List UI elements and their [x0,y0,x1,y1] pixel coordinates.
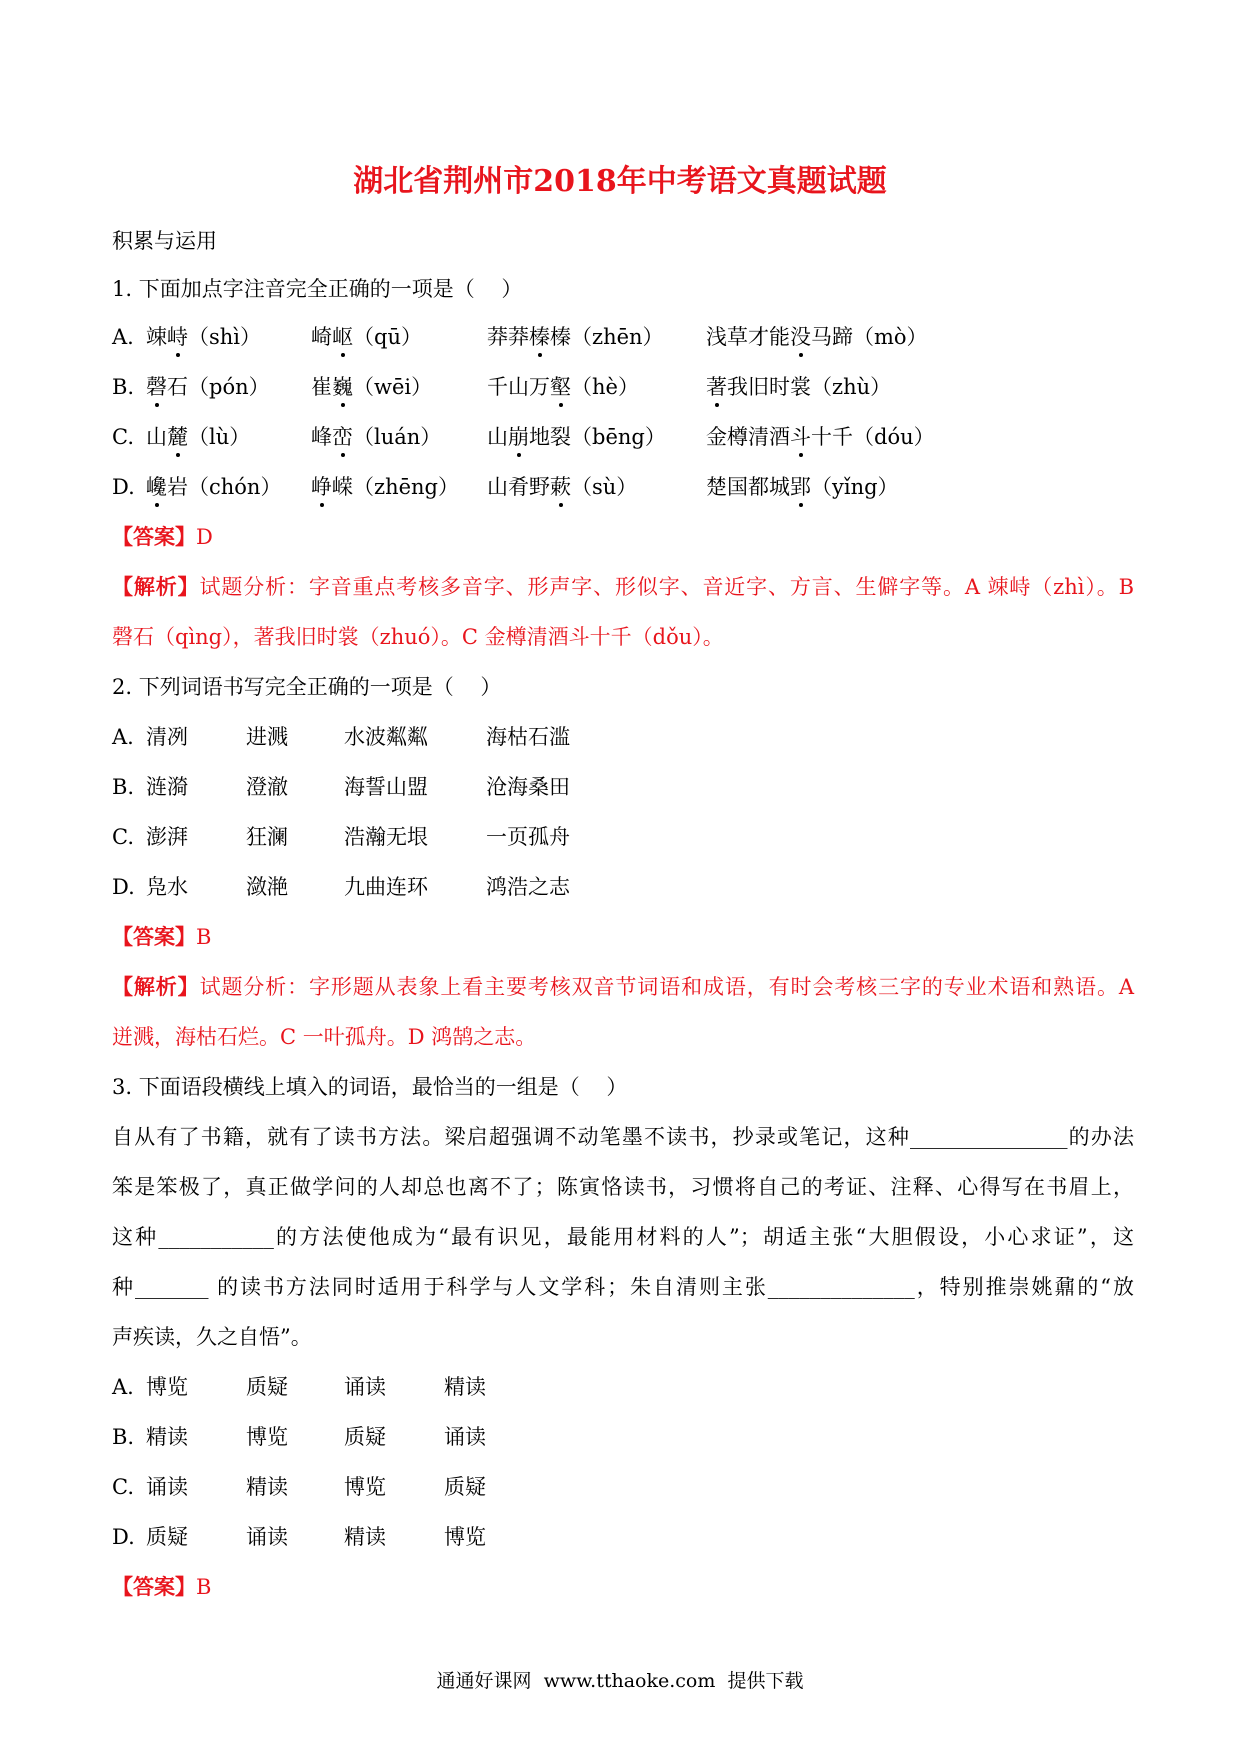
option-letter: B. [112,1425,135,1449]
option-d [112,1512,1134,1562]
pinyin-annotation: （qū） [353,325,422,349]
option-term: 潋滟 [246,875,288,899]
emphasized-character: 峙 [167,325,188,349]
analysis-label: 【解析】 [112,974,200,999]
option-letter: B. [112,375,135,399]
option-term: 进溅 [246,725,288,749]
option-term [146,312,261,362]
emphasized-character: 榛 [529,325,550,349]
question-stem-3: 3. 下面语段横线上填入的词语，最恰当的一组是（ ） [112,1075,628,1099]
term-text: 我旧时裳 [727,375,811,399]
option-term: 精读 [344,1525,386,1549]
pinyin-annotation: （mò） [853,325,928,349]
option-term: 诵读 [146,1475,188,1499]
option-a [112,312,1134,362]
emphasized-character: 巉 [146,475,167,499]
exam-content [112,216,1134,1612]
option-letter: C. [112,425,134,449]
answer-label: 【答案】 [112,924,196,949]
pinyin-annotation: （sù） [571,475,638,499]
option-term: 清冽 [146,725,188,749]
question-1-options [112,312,1134,512]
option-term [311,362,432,412]
option-term: 凫水 [146,875,188,899]
option-term [311,312,422,362]
option-a [112,1362,1134,1412]
emphasized-character: 著 [706,375,727,399]
option-term: 诵读 [444,1425,486,1449]
option-term: 诵读 [246,1525,288,1549]
term-text: 莽莽 [487,325,529,349]
pinyin-annotation: （dóu） [853,425,935,449]
option-letter: C. [112,825,134,849]
term-text: 崔 [311,375,332,399]
analysis-label: 【解析】 [112,574,200,599]
passage-line: 自从有了书籍，就有了读书方法。梁启超强调不动笔墨不读书，抄录或笔记，这种_______________的办法 [112,1125,1134,1149]
pinyin-annotation: （yǐng） [811,475,899,499]
pinyin-annotation: （bēng） [571,425,666,449]
pinyin-annotation: （luán） [353,425,442,449]
emphasized-character: 郢 [790,475,811,499]
emphasized-character: 壑 [550,375,571,399]
emphasized-character: 崩 [508,425,529,449]
option-term [706,312,928,362]
term-text: 金樽清酒 [706,425,790,449]
emphasized-character: 麓 [167,425,188,449]
emphasized-character: 岖 [332,325,353,349]
option-letter: C. [112,1475,134,1499]
passage-line: 声疾读，久之自悟”。 [112,1325,312,1349]
option-letter: D. [112,875,135,899]
analysis-text: 试题分析：字音重点考核多音字、形声字、形似字、音近字、方言、生僻字等。A 竦峙（zhì）。B [199,575,1135,599]
question-3-options [112,1362,1134,1562]
emphasized-character: 峥 [311,475,332,499]
option-term: 博览 [344,1475,386,1499]
option-term: 涟漪 [146,775,188,799]
option-term: 精读 [444,1375,486,1399]
pinyin-annotation: （wēi） [353,375,433,399]
option-b [112,1412,1134,1462]
analysis-line-1a [112,562,1134,612]
footer-source: 通通好课网 www.tthaoke.com 提供下载 [436,1670,804,1692]
option-term [706,462,899,512]
option-term [487,312,664,362]
answer-label: 【答案】 [112,524,196,549]
passage-line: 种_______ 的读书方法同时适用于科学与人文学科；朱自清则主张______________，特别推崇姚鼐的“放 [112,1275,1134,1299]
option-term: 精读 [146,1425,188,1449]
option-term: 质疑 [344,1425,386,1449]
option-term [311,462,459,512]
term-text: 嵘 [332,475,353,499]
passage-line: 笨是笨极了，真正做学问的人却总也离不了；陈寅恪读书，习惯将自己的考证、注释、心得写在书眉上， [112,1175,1134,1199]
term-text: 崎 [311,325,332,349]
option-letter: A. [112,1375,134,1399]
option-term: 澎湃 [146,825,188,849]
option-term: 鸿浩之志 [486,875,570,899]
page-title: 湖北省荆州市2018年中考语文真题试题 [353,164,887,199]
term-text: 石 [167,375,188,399]
option-term [487,362,639,412]
question-stem-2: 2. 下列词语书写完全正确的一项是（ ） [112,675,502,699]
option-term: 博览 [146,1375,188,1399]
term-text: 浅草才能 [706,325,790,349]
answer-line-2 [112,912,1134,962]
pinyin-annotation: （shì） [188,325,262,349]
section-heading: 积累与运用 [112,229,217,253]
answer-line-3 [112,1562,1134,1612]
option-term: 澄澈 [246,775,288,799]
option-term: 一页孤舟 [486,825,570,849]
option-term [146,412,250,462]
option-term [146,362,270,412]
term-text: 十千 [811,425,853,449]
answer-label: 【答案】 [112,1574,196,1599]
option-term [487,412,666,462]
option-c [112,412,1134,462]
option-term: 九曲连环 [344,875,428,899]
analysis-text: 磬石（qìng），著我旧时裳（zhuó）。C 金樽清酒斗十千（dǒu）。 [112,625,724,649]
answer-line-1 [112,512,1134,562]
term-text: 地裂 [529,425,571,449]
option-b [112,762,1134,812]
option-term: 狂澜 [246,825,288,849]
term-text: 岩 [167,475,188,499]
option-term [311,412,441,462]
question-stem-1: 1. 下面加点字注音完全正确的一项是（ ） [112,277,523,301]
analysis-line-2b [112,1012,1134,1062]
term-text: 山 [146,425,167,449]
option-letter: B. [112,775,135,799]
option-term: 博览 [246,1425,288,1449]
answer-value: B [196,1575,212,1599]
term-text: 马蹄 [811,325,853,349]
emphasized-character: 斗 [790,425,811,449]
pinyin-annotation: （hè） [571,375,639,399]
option-letter: D. [112,1525,135,1549]
option-c [112,812,1134,862]
emphasized-character: 巍 [332,375,353,399]
pinyin-annotation: （zhù） [811,375,892,399]
passage-line: 这种___________的方法使他成为“最有识见，最能用材料的人”；胡适主张“大胆假设，小心求证”，这 [112,1225,1134,1249]
pinyin-annotation: （lù） [188,425,251,449]
option-letter: A. [112,725,134,749]
option-term: 水波粼粼 [344,725,428,749]
option-letter: A. [112,325,134,349]
answer-value: D [196,525,213,549]
option-term [706,362,891,412]
option-term: 浩瀚无垠 [344,825,428,849]
emphasized-character: 磬 [146,375,167,399]
pinyin-annotation: （zhēn） [571,325,664,349]
option-letter: D. [112,475,135,499]
term-text: 千山万 [487,375,550,399]
term-text: 山肴野 [487,475,550,499]
emphasized-character: 蔌 [550,475,571,499]
option-d [112,862,1134,912]
term-text: 榛 [550,325,571,349]
term-text: 山 [487,425,508,449]
option-term: 精读 [246,1475,288,1499]
pinyin-annotation: （zhēng） [353,475,459,499]
term-text: 竦 [146,325,167,349]
analysis-line-2a [112,962,1134,1012]
analysis-text: 迸溅，海枯石烂。C 一叶孤舟。D 鸿鹄之志。 [112,1025,537,1049]
analysis-line-1b [112,612,1134,662]
option-d [112,462,1134,512]
term-text: 楚国都城 [706,475,790,499]
answer-value: B [196,925,212,949]
option-c [112,1462,1134,1512]
option-term: 诵读 [344,1375,386,1399]
option-b [112,362,1134,412]
emphasized-character: 没 [790,325,811,349]
option-term [146,462,281,512]
question-2-options [112,712,1134,912]
option-term: 质疑 [146,1525,188,1549]
option-term: 沧海桑田 [486,775,570,799]
option-term [706,412,935,462]
analysis-text: 试题分析：字形题从表象上看主要考核双音节词语和成语，有时会考核三字的专业术语和熟语。A [199,975,1135,999]
pinyin-annotation: （pón） [188,375,270,399]
emphasized-character: 峦 [332,425,353,449]
pinyin-annotation: （chón） [188,475,282,499]
option-term: 海誓山盟 [344,775,428,799]
option-term [487,462,637,512]
option-a [112,712,1134,762]
option-term: 海枯石滥 [486,725,570,749]
option-term: 质疑 [246,1375,288,1399]
option-term: 博览 [444,1525,486,1549]
option-term: 质疑 [444,1475,486,1499]
term-text: 峰 [311,425,332,449]
